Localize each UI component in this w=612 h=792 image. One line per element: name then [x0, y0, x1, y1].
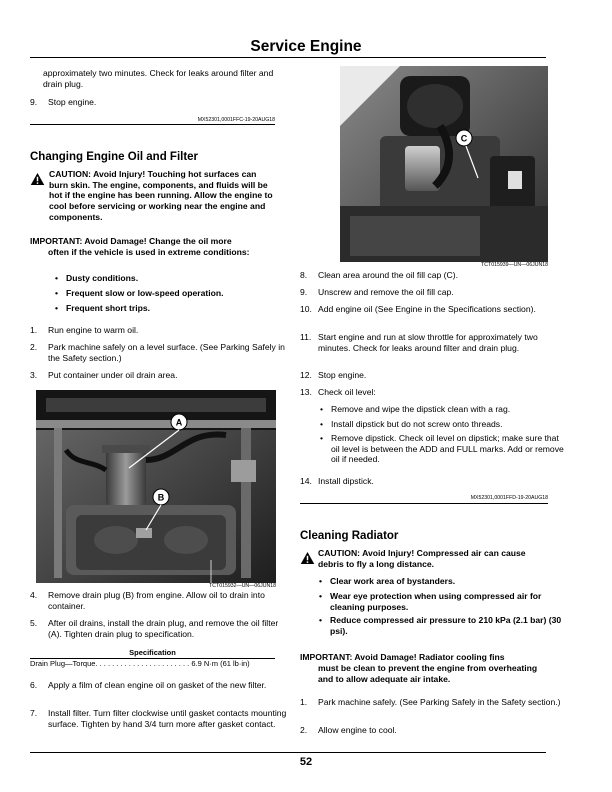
step-13: 13. Check oil level:: [300, 387, 376, 397]
page-number: 52: [299, 756, 313, 768]
step-3: 3. Put container under oil drain area.: [30, 370, 178, 380]
step-12: 12. Stop engine.: [300, 370, 367, 380]
callout-a: A: [175, 417, 183, 428]
oil-fill-cap-illustration: [340, 66, 548, 262]
engine-oil-filter-illustration: [36, 390, 276, 583]
important-rest: must be clean to prevent the engine from overheating and to allow adequate air intake.: [318, 663, 538, 684]
bullet-item: • Clear work area of bystanders.: [319, 576, 456, 586]
figure-caption: TCT015932—UN—06JUN18: [209, 583, 276, 589]
bullet-item: • Dusty conditions.: [55, 273, 139, 283]
important-lead: IMPORTANT: Avoid Damage! Radiator cooling fins: [300, 652, 505, 662]
continued-text: approximately two minutes. Check for leaks around filter and drain plug.: [43, 68, 274, 89]
step-1-right: 1. Park machine safely. (See Parking Safely in the Safety section.): [300, 697, 561, 707]
reference-code: MX52301,0001FFC-19-20AUG18: [197, 117, 275, 123]
oil-fill-cap-photo: [340, 66, 548, 262]
important-lead: IMPORTANT: Avoid Damage! Change the oil more: [30, 236, 232, 246]
important-rest: often if the vehicle is used in extreme conditions:: [48, 247, 250, 257]
section-rule: [300, 503, 548, 504]
step-8: 8. Clean area around the oil fill cap (C).: [300, 270, 458, 280]
bullet-item: • Frequent short trips.: [55, 303, 151, 313]
reference-code: MX52301,0001FFD-19-20AUG18: [470, 495, 548, 501]
step-5: 5. After oil drains, install the drain plug, and remove the oil filter (A). Tighten drain plug to specification.: [30, 618, 279, 639]
step-7: 7. Install filter. Turn filter clockwise until gasket contacts mounting surface. Tighten by hand 3/4 turn more after gasket contact.: [30, 708, 287, 729]
bullet-item: • Reduce compressed air pressure to 210 kPa (2.1 bar) (30 psi).: [319, 615, 562, 636]
step-10: 10. Add engine oil (See Engine in the Specifications section).: [300, 304, 536, 314]
caution-text: CAUTION: Avoid Injury! Touching hot surfaces can burn skin. The engine, components, and fluids will be hot if the engine has been running. Allow the engine to cool before servicing or working near the engine and components.: [49, 169, 273, 222]
footer-rule: [30, 752, 546, 753]
figure-caption: TCT015939—UN—06JUN18: [481, 262, 548, 268]
bullet-item: • Wear eye protection when using compressed air for cleaning purposes.: [319, 591, 542, 612]
step-11: 11. Start engine and run at slow throttle for approximately two minutes. Check for leaks around filter and drain plug.: [300, 332, 538, 353]
section-rule: [30, 124, 275, 125]
page-title: Service Engine: [250, 38, 362, 55]
step-2-right: 2. Allow engine to cool.: [300, 725, 397, 735]
warning-icon: [30, 172, 45, 186]
sub-bullet-item: • Remove dipstick. Check oil level on dipstick; make sure that oil level is between the ADD and FULL marks. Add or remove oil if needed.: [320, 433, 564, 465]
engine-oil-filter-photo: [36, 390, 276, 583]
callout-b: B: [157, 492, 165, 503]
spec-title: Specification: [129, 648, 176, 657]
step-1: 1. Run engine to warm oil.: [30, 325, 139, 335]
step-4: 4. Remove drain plug (B) from engine. Allow oil to drain into container.: [30, 590, 265, 611]
step-14: 14. Install dipstick.: [300, 476, 374, 486]
step-6: 6. Apply a film of clean engine oil on gasket of the new filter.: [30, 680, 267, 690]
spec-row: Drain Plug—Torque. . . . . . . . . . . . . . . . . . . . . . . 6.9 N·m (61 lb·in): [30, 659, 250, 668]
step-2: 2. Park machine safely on a level surface. (See Parking Safely in the Safety section.): [30, 342, 285, 363]
warning-icon: [300, 551, 315, 565]
header-rule: [30, 57, 546, 58]
caution-text: CAUTION: Avoid Injury! Compressed air can cause debris to fly a long distance.: [318, 548, 526, 569]
bullet-item: • Frequent slow or low-speed operation.: [55, 288, 224, 298]
step-9-right: 9. Unscrew and remove the oil fill cap.: [300, 287, 454, 297]
section-title: Cleaning Radiator: [300, 530, 399, 542]
sub-bullet-item: • Install dipstick but do not screw onto threads.: [320, 419, 503, 429]
step-9: 9. Stop engine.: [30, 97, 97, 107]
callout-c: C: [460, 133, 468, 144]
sub-bullet-item: • Remove and wipe the dipstick clean with a rag.: [320, 404, 511, 414]
section-title: Changing Engine Oil and Filter: [30, 151, 199, 163]
